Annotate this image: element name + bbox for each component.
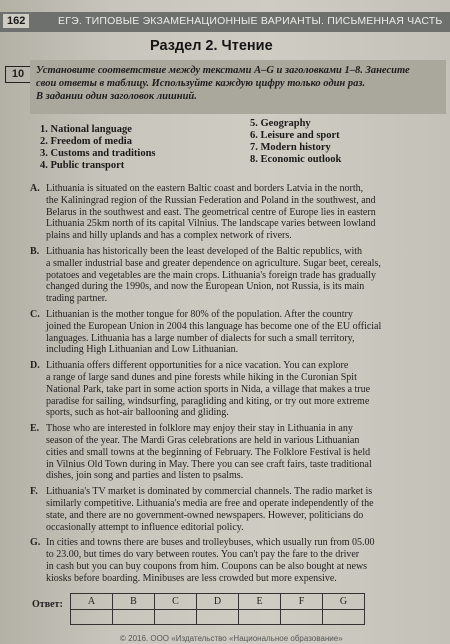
text-item xyxy=(30,486,448,533)
heading-item: 8. Economic outlook xyxy=(250,154,342,165)
instruction-line: Установите соответствие между текстами A–G и заголовками 1–8. Занесите xyxy=(36,65,410,76)
text-line: trading partner. xyxy=(46,293,108,305)
text-line: occasionally attempt to influence editorial policy. xyxy=(46,521,244,533)
text-line: state, and there are no government-owned newspapers. However, politicians do xyxy=(46,509,364,521)
answer-table xyxy=(70,593,365,625)
instruction-line: В задании один заголовок лишний. xyxy=(36,91,197,102)
answer-column-header: F xyxy=(281,594,323,610)
text-line: Lithuanian is the mother tongue for 80% of the population. After the country xyxy=(46,308,353,320)
text-letter: G. xyxy=(30,537,41,549)
text-line: to 23.00, but times do vary between routes. You can't pay the fare to the driver xyxy=(46,549,360,561)
text-line: Lithuania has historically been the least developed of the Baltic republics, with xyxy=(46,245,363,257)
text-line: paradise for sailing, windsurfing, paragliding and kiting, or try out more extreme xyxy=(46,395,370,407)
heading-item: 7. Modern history xyxy=(250,142,331,153)
page-number: 162 xyxy=(3,14,29,28)
answer-cell[interactable] xyxy=(323,610,365,625)
text-letter: E. xyxy=(30,423,40,435)
answer-column-header: A xyxy=(71,594,113,610)
answer-column-header: B xyxy=(113,594,155,610)
text-line: similarly competitive. Lithuania's media are free and operate independently of the xyxy=(46,497,374,509)
answer-column-header: D xyxy=(197,594,239,610)
footer-copyright: © 2016. ООО «Издательство «Национальное образование» xyxy=(120,634,343,643)
text-line: changed during the 1990s, and now the European Union, not Russia, is its main xyxy=(46,281,365,293)
heading-item: 4. Public transport xyxy=(40,160,125,171)
instruction-line: свои ответы в таблицу. Используйте каждую цифру только один раз. xyxy=(36,78,366,89)
text-item xyxy=(30,309,448,356)
running-head: ЕГЭ. ТИПОВЫЕ ЭКЗАМЕНАЦИОННЫЕ ВАРИАНТЫ. ПИСЬМЕННАЯ ЧАСТЬ xyxy=(58,15,443,27)
section-title: Раздел 2. Чтение xyxy=(150,38,273,54)
heading-item: 5. Geography xyxy=(250,118,311,129)
text-letter: B. xyxy=(30,245,40,257)
text-line: Those who are interested in folklore may enjoy their stay in Lithuania in any xyxy=(46,423,353,435)
reading-texts xyxy=(30,183,448,589)
text-line: including High Lithuanian and Low Lithuanian. xyxy=(46,344,239,356)
text-line: sports, such as hot-air ballooning and gliding. xyxy=(46,407,229,419)
text-item xyxy=(30,360,448,419)
text-line: Lithuania is situated on the eastern Baltic coast and borders Latvia in the north, xyxy=(46,183,364,194)
text-line: languages. Lithuania has a large number of dialects for such a small territory, xyxy=(46,332,355,344)
text-line: dishes, join song and parties and listen to psalms. xyxy=(46,470,244,482)
text-line: plains and hilly uplands and has a complex network of rivers. xyxy=(46,230,292,242)
answer-cell[interactable] xyxy=(197,610,239,625)
answer-column-header: C xyxy=(155,594,197,610)
text-item xyxy=(30,537,448,584)
text-letter: F. xyxy=(30,486,38,498)
task-instructions xyxy=(30,60,446,114)
answer-cell[interactable] xyxy=(239,610,281,625)
answer-column-header: E xyxy=(239,594,281,610)
text-line: in cash but you can buy coupons from him. Coupons can be also bought at news xyxy=(46,560,368,572)
answer-column-header: G xyxy=(323,594,365,610)
heading-item: 6. Leisure and sport xyxy=(250,130,340,141)
text-letter: A. xyxy=(30,183,40,194)
text-line: National Park, take part in some action sports in Nida, a village that makes a true xyxy=(46,383,371,395)
text-line: a smaller industrial base and greater dependence on agriculture. Sugar beet, cereals, xyxy=(46,257,381,269)
text-line: Belarus in the southwest and east. The geometrical centre of Europe lies in eastern xyxy=(46,206,376,218)
headings-list-right xyxy=(250,118,341,166)
heading-item: 1. National language xyxy=(40,124,132,135)
text-line: Lithuania offers different opportunities for a nice vacation. You can explore xyxy=(46,360,349,372)
text-item xyxy=(30,183,448,242)
answer-label: Ответ: xyxy=(32,599,63,610)
answer-cell[interactable] xyxy=(71,610,113,625)
text-line: joined the European Union in 2004 this language has become one of the EU official xyxy=(46,320,382,332)
headings-list-left xyxy=(40,124,156,172)
text-line: kiosks before boarding. Minibuses are less crowded but more expensive. xyxy=(46,572,337,584)
text-line: in Vilnius Old Town during in May. There you can see craft fairs, taste traditional xyxy=(46,458,372,470)
text-line: the Kaliningrad region of the Russian Federation and Poland in the southwest, and xyxy=(46,194,376,206)
heading-item: 3. Customs and traditions xyxy=(40,148,156,159)
answer-cell[interactable] xyxy=(281,610,323,625)
text-line: cities and small towns at the beginning of February. The Folklore Festival is held xyxy=(46,446,371,458)
text-line: Lithuania 25km north of its capital Vilnius. The landscape varies between lowland xyxy=(46,218,376,230)
answer-cell[interactable] xyxy=(113,610,155,625)
text-letter: D. xyxy=(30,360,40,372)
text-line: In cities and towns there are buses and trolleybuses, which usually run from 05.00 xyxy=(46,537,375,549)
text-letter: C. xyxy=(30,308,40,320)
heading-item: 2. Freedom of media xyxy=(40,136,132,147)
text-line: potatoes and vegetables are the main crops. Lithuania's foreign trade has gradually xyxy=(46,269,377,281)
text-item xyxy=(30,423,448,482)
text-line: a range of large sand dunes and pine forests while hiking in the Curonian Spit xyxy=(46,371,357,383)
task-number: 10 xyxy=(5,66,31,83)
text-item xyxy=(30,246,448,305)
text-line: Lithuania's TV market is dominated by commercial channels. The radio market is xyxy=(46,486,373,498)
text-line: season of the year. The Mardi Gras celebrations are held in various Lithuanian xyxy=(46,434,360,446)
answer-cell[interactable] xyxy=(155,610,197,625)
